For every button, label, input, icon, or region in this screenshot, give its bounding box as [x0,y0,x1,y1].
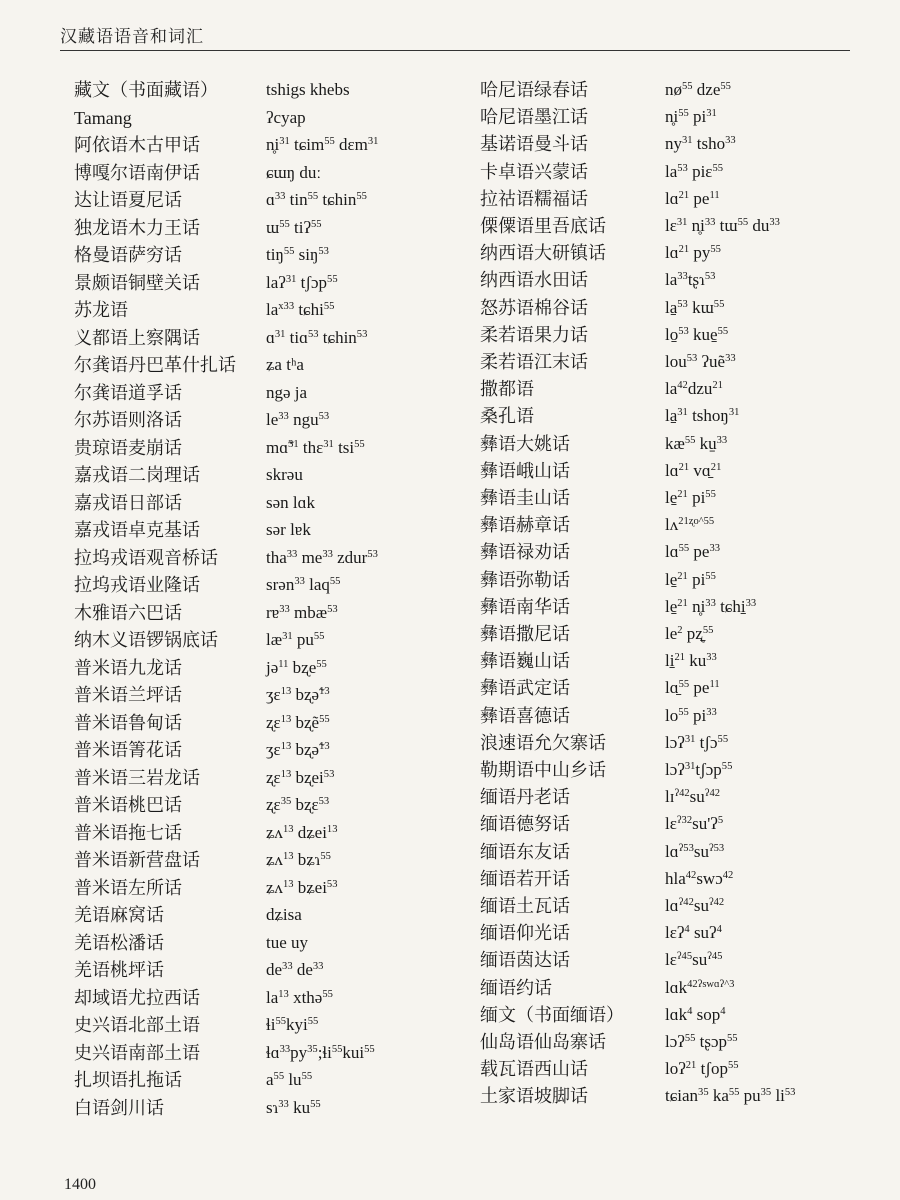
dialect-name: 撒都语 [480,379,534,400]
dialect-name: 彝语大姚话 [480,433,570,454]
word-form: la̱$^{53}$ kɯ$^{55}$ [665,297,725,317]
dialect-name: 羌语麻窝话 [74,905,164,925]
dialect-name: 博嘎尔语南伊话 [74,162,200,183]
dialect-name: 傈僳语里吾底话 [480,216,606,236]
dialect-name: 拉坞戎语观音桥话 [74,547,218,568]
dialect-name: 拉祜语糯福话 [480,188,588,209]
word-form: $le^2$ pʐ̱$^{55}$ [665,624,714,643]
word-form: ʒɛ$^{13}$ bʐə̃$^{13}$ [266,740,330,759]
dialect-name: 彝语峨山话 [480,460,570,481]
word-form: ʐɛ$^{13}$ bʐẽ$^{55}$ [266,712,330,732]
word-form: rɐ$^{33}$ mbæ$^{53}$ [266,602,338,622]
word-form: ngə ja [266,382,308,402]
word-form: $lo^{55}$ $pi^{33}$ [665,705,717,725]
running-title: 汉藏语语音和词汇 [60,27,204,46]
dialect-name: 尔苏语则洛话 [74,410,182,430]
dialect-name: 苏龙语 [74,300,128,320]
dialect-name: 普米语三岩龙话 [74,767,200,788]
dialect-name: 彝语撒尼话 [480,624,570,644]
word-form: lɔʔ$^{31}$ tʃɔ$^{55}$ [665,732,729,752]
dialect-name: 卡卓语兴蒙话 [480,161,588,182]
word-form: dʑisa [266,905,302,924]
word-form: tɕian$^{35}$ $ka^{55}$ $pu^{35}$ $li^{53}$ [665,1086,796,1106]
dialect-name: 彝语弥勒话 [480,569,570,590]
dialect-name: 嘉戎语日部话 [74,492,182,513]
dialect-name: 白语剑川话 [74,1097,164,1118]
dialect-name: 普米语左所话 [74,877,182,898]
dialect-name: 尔龚语道孚话 [74,382,182,403]
dialect-name: 史兴语南部土语 [74,1042,200,1063]
word-form: lɛ$^{ʔ32}$su'ʔ$^5$ [665,814,724,834]
word-form: sər lɐk [266,520,311,539]
dialect-name: 普米语拖七话 [74,822,182,843]
word-form: lɑk$^4$ sop$^4$ [665,1004,726,1024]
word-form: $lɑ^{ʔ53}su^{ʔ53}$ [665,841,725,861]
word-form: $kæ^{55}$ ku̱$^{33}$ [665,433,728,453]
word-form: lɑ$^{21}$ vɑ̱$^{21}$ [665,460,722,480]
word-form: lo̱$^{53}$ kue̱$^{55}$ [665,324,729,344]
dialect-name: 达让语夏尼话 [74,190,182,210]
dialect-name: 尔龚语丹巴革什扎话 [74,355,236,375]
dialect-name: 缅语丹老话 [480,787,570,808]
dialect-name: 羌语松潘话 [74,932,164,953]
word-form: le̱$^{21}$ $pi^{55}$ [665,488,716,507]
word-form: lʌ$^{21ʐo\^{}55}$ [665,515,715,535]
word-form: $la^{53}$ piɛ$^{55}$ [665,161,723,181]
dialect-name: 嘉戎语二岗理话 [74,465,200,485]
dialect-name: 缅语若开话 [480,868,570,889]
dialect-name: 藏文（书面藏语） [74,80,218,100]
dialect-name: 纳木义语锣锅底话 [74,630,218,650]
dialect-name: 普米语箐花话 [74,740,182,760]
dialect-name: 缅语土瓦话 [480,896,570,916]
word-form: tue uy [266,932,309,952]
word-form: $n̥i^{31}$ tɕim$^{55}$ dɛm$^{31}$ [266,135,379,154]
dialect-name: 缅语茵达话 [480,950,570,971]
dialect-name: 景颇语铜壁关话 [74,272,200,293]
dialect-name: 柔若语果力话 [480,324,588,345]
dialect-name: 哈尼语绿春话 [480,80,588,100]
dialect-name: 怒苏语棉谷话 [480,297,588,318]
dialect-name: 普米语桃巴话 [74,795,182,815]
word-form: $ny^{31}$ tsho$^{33}$ [665,134,736,154]
word-form: le̱$^{21}$ $n̥i^{33}$ tɕhi̱$^{33}$ [665,596,757,616]
word-form: lou$^{53}$ ʔuẽ$^{33}$ [665,352,736,371]
word-form: ʑʌ$^{13}$ bʑei$^{53}$ [266,877,338,897]
word-form: lɑ$^{55}$ $pe^{33}$ [665,542,720,562]
dialect-name: 扎坝语扎拖话 [74,1070,182,1090]
dialect-name: 仙岛语仙岛寨话 [480,1032,606,1052]
word-form: lɔʔ$^{55}$ tʂɔp$^{55}$ [665,1032,738,1051]
dialect-name: 彝语南华话 [480,596,570,617]
header-rule [60,50,850,51]
word-form: lɑk$^{42ʔswɑʔ\^{}3}$ [665,977,735,997]
word-form: loʔ$^{21}$ tʃop$^{55}$ [665,1059,739,1079]
word-form: ɑ$^{33}$ tin$^{55}$ tɕhin$^{55}$ [266,190,367,209]
word-form: $lɑ^{ʔ42}su^{ʔ42}$ [665,896,725,915]
dialect-name: 义都语上察隅话 [74,327,200,348]
word-form: $la^{13}$ xthə$^{55}$ [266,987,333,1007]
dialect-name: 彝语喜德话 [480,705,570,726]
dialect-name: 贵琼语麦崩话 [74,437,182,458]
dialect-name: 普米语九龙话 [74,657,182,678]
dialect-name: 纳西语水田话 [480,270,588,291]
word-form: lɛ$^{31}$ $n̥i^{33}$ tɯ$^{55}$ $du^{33}$ [665,216,780,235]
word-form: $la^{x33}$ tɕhi$^{55}$ [266,300,335,319]
dialect-name: 缅语约话 [480,977,552,998]
dialect-name: 独龙语木力王话 [74,217,200,238]
word-form: hla$^{42}$swɔ$^{42}$ [665,868,734,888]
word-form: tha$^{33}$ $me^{33}$ zdur$^{53}$ [266,547,378,567]
word-form: $la^{42}dzu^{21}$ [665,379,723,399]
word-form: lɔʔ$^{31}$tʃɔp$^{55}$ [665,760,733,779]
word-form: ɑ$^{31}$ tiɑ$^{53}$ tɕhin$^{53}$ [266,327,368,347]
word-form: sɿ$^{33}$ $ku^{55}$ [266,1097,321,1117]
word-form: lɑ$^{21}$ $pe^{11}$ [665,188,720,208]
dialect-name: 彝语禄劝话 [480,542,570,563]
dialect-name: 哈尼语墨江话 [480,107,588,128]
dialect-name: 彝语赫章话 [480,515,570,536]
word-form: ʐɛ$^{13}$ bʐei$^{53}$ [266,767,335,787]
dialect-name: 柔若语江末话 [480,352,588,372]
word-form: laʔ$^{31}$ tʃɔp$^{55}$ [266,272,338,292]
word-form: $lɛ^{ʔ45}su^{ʔ45}$ [665,950,723,970]
word-form: ʑa tʰa [266,355,304,374]
dialect-name: 拉坞戎语业隆话 [74,575,200,595]
dialect-name: 缅语德努话 [480,814,570,835]
word-form: $la^{33}tʂɿ^{53}$ [665,270,716,290]
word-form: $n̥i^{55}$ $pi^{31}$ [665,107,717,127]
word-form: tiŋ$^{55}$ siŋ$^{53}$ [266,245,329,264]
word-form: $nø^{55}$ dze$^{55}$ [665,80,731,99]
word-form: tshigs khebs [266,80,350,99]
dialect-name: 普米语鲁甸话 [74,712,182,733]
word-form: lɑ$^{21}$ $py^{55}$ [665,243,721,263]
dialect-name: 史兴语北部土语 [74,1015,200,1035]
dialect-name: 勒期语中山乡话 [480,760,606,780]
word-form: ɬi$^{55}$kyi$^{55}$ [266,1015,319,1034]
dialect-name: 桑孔语 [480,406,534,427]
dialect-name: 浪速语允欠寨话 [480,732,606,753]
word-form: lɛʔ$^4$ suʔ$^4$ [665,923,722,943]
dialect-name: 阿依语木古甲话 [74,135,200,155]
word-form: lɑ̱$^{55}$ $pe^{11}$ [665,678,720,698]
word-form: le̱$^{21}$ $pi^{55}$ [665,569,716,589]
word-form: mɑ̃$^{31}$ thɛ$^{31}$ tsi$^{55}$ [266,437,365,457]
dialect-name: Tamang [74,107,132,128]
word-form: ɕɯŋ duː [266,162,322,182]
word-form: $ɬɑ^{33}py^{35};ɬi^{55}kui^{55}$ [266,1042,375,1062]
dialect-name: 缅语仰光话 [480,923,570,944]
dialect-name: 普米语新营盘话 [74,850,200,870]
dialect-name: 缅文（书面缅语） [480,1004,624,1025]
dialect-name: 纳西语大研镇话 [480,243,606,264]
word-form: $le^{33}$ ngu$^{53}$ [266,410,330,429]
dialect-name: 嘉戎语卓克基话 [74,520,200,540]
word-form: ʑʌ$^{13}$ dʑei$^{13}$ [266,822,338,842]
word-form: ʔcyap [266,107,306,127]
word-form: ʒɛ$^{13}$ bʐə̃$^{13}$ [266,685,330,704]
word-form: ʐɛ$^{35}$ bʐɛ$^{53}$ [266,795,330,814]
dialect-name: 木雅语六巴话 [74,602,182,623]
dialect-name: 普米语兰坪话 [74,685,182,705]
word-form: jə$^{11}$ bʐe$^{55}$ [266,657,327,677]
dialect-name: 彝语巍山话 [480,651,570,672]
dialect-name: 缅语东友话 [480,841,570,862]
word-form: srən$^{33}$ laq$^{55}$ [266,575,341,594]
page-number: 1400 [64,1176,96,1193]
dialect-name: 土家语坡脚话 [480,1086,588,1107]
word-form: skrəu [266,465,303,484]
word-form: li̱$^{21}$ $ku^{33}$ [665,651,717,671]
dialect-name: 羌语桃坪话 [74,960,164,980]
dialect-name: 彝语武定话 [480,678,570,699]
dialect-name: 基诺语曼斗话 [480,134,588,155]
word-form: ʑʌ$^{13}$ bʑɿ$^{55}$ [266,850,331,869]
word-form: $de^{33}$ $de^{33}$ [266,960,324,979]
dialect-name: 格曼语萨穷话 [74,245,182,265]
word-form: sən lɑk [266,492,316,512]
word-form: $læ^{31}$ $pu^{55}$ [266,630,325,649]
word-form: $lɪ^{ʔ42}su^{ʔ42}$ [665,787,721,807]
dialect-name: 载瓦语西山话 [480,1059,588,1080]
dialect-name: 却域语尤拉西话 [74,987,200,1008]
dialect-name: 彝语圭山话 [480,488,570,508]
word-form: la̱$^{31}$ tshoŋ$^{31}$ [665,406,740,426]
word-form: ɯ$^{55}$ tiʔ$^{55}$ [266,217,322,237]
word-form: $a^{55}$ $lu^{55}$ [266,1070,313,1089]
